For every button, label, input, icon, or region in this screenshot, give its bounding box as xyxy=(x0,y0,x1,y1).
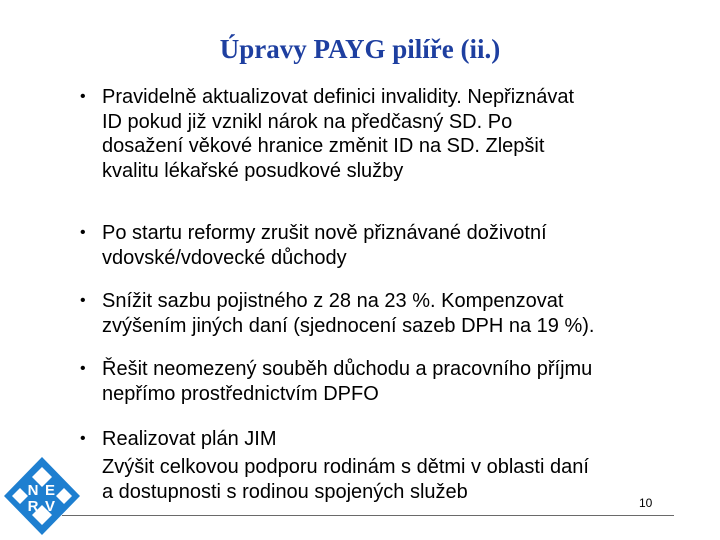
bullet-line: Řešit neomezený souběh důchodu a pracovního příjmu xyxy=(102,358,593,380)
bullet-item xyxy=(80,85,574,183)
logo-letter: V xyxy=(44,498,56,515)
bullet-icon: • xyxy=(80,360,86,377)
logo-letter: E xyxy=(44,482,56,499)
bullet-line: nepřímo prostřednictvím DPFO xyxy=(102,382,379,405)
bullet-icon: • xyxy=(80,224,86,241)
logo-letter: N xyxy=(27,482,39,499)
bullet-line: kvalitu lékařské posudkové služby xyxy=(102,159,404,182)
bullet-line: ID pokud již vznikl nárok na předčasný SD. Po xyxy=(102,110,513,133)
bullet-line: dosažení věkové hranice změnit ID na SD. Zlepšit xyxy=(102,135,545,157)
bullet-line: vdovské/vdovecké důchody xyxy=(102,246,347,269)
bullet-line: Realizovat plán JIM xyxy=(102,428,277,450)
bullet-line: zvýšením jiných daní (sjednocení sazeb DPH na 19 %). xyxy=(102,314,595,337)
continuation-text xyxy=(80,455,700,504)
logo-letter: R xyxy=(27,498,39,515)
bullet-item xyxy=(80,221,547,270)
bullet-icon: • xyxy=(80,292,86,309)
bullet-item xyxy=(80,289,594,338)
page-number: 10 xyxy=(639,496,653,510)
bullet-line: Snížit sazbu pojistného z 28 na 23 %. Kompenzovat xyxy=(102,290,564,312)
bullet-item xyxy=(80,427,277,452)
bullet-icon: • xyxy=(80,430,86,447)
bullet-icon: • xyxy=(80,88,86,105)
continuation-line: Zvýšit celkovou podporu rodinám s dětmi v oblasti daní xyxy=(102,456,589,478)
slide-title: Úpravy PAYG pilíře (ii.) xyxy=(219,34,501,64)
bullet-line: Po startu reformy zrušit nově přiznávané doživotní xyxy=(102,222,547,244)
nerv-logo-icon xyxy=(2,455,82,537)
bullet-item xyxy=(80,357,592,406)
continuation-line: a dostupnosti s rodinou spojených služeb xyxy=(102,480,468,503)
bullet-line: Pravidelně aktualizovat definici invalidity. Nepřiznávat xyxy=(102,86,575,108)
footer-divider xyxy=(62,515,674,516)
